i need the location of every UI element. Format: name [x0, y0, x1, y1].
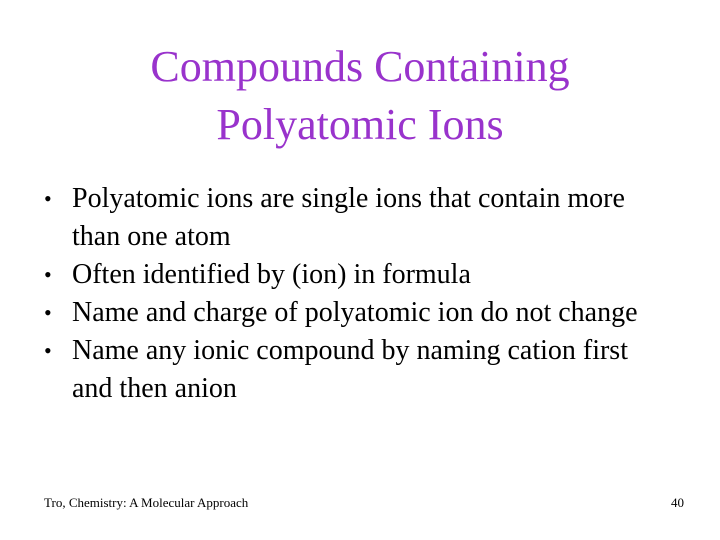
bullet-item [44, 332, 664, 408]
bullet-item [44, 294, 664, 332]
slide-title-line-2: Polyatomic Ions [216, 100, 504, 149]
bullet-icon: • [44, 338, 52, 363]
bullet-list [44, 180, 664, 408]
bullet-icon: • [44, 300, 52, 325]
bullet-icon: • [44, 186, 52, 211]
bullet-icon: • [44, 262, 52, 287]
bullet-text: Name any ionic compound by naming cation first and then anion [72, 335, 628, 404]
page-number: 40 [671, 495, 684, 510]
bullet-text: Polyatomic ions are single ions that contain more than one atom [72, 183, 625, 252]
bullet-item [44, 256, 664, 294]
bullet-text: Name and charge of polyatomic ion do not change [72, 297, 638, 328]
bullet-item [44, 180, 664, 256]
footer-citation: Tro, Chemistry: A Molecular Approach [44, 495, 249, 510]
slide-title [72, 38, 648, 154]
bullet-text: Often identified by (ion) in formula [72, 259, 471, 290]
slide-title-line-1: Compounds Containing [150, 42, 570, 91]
